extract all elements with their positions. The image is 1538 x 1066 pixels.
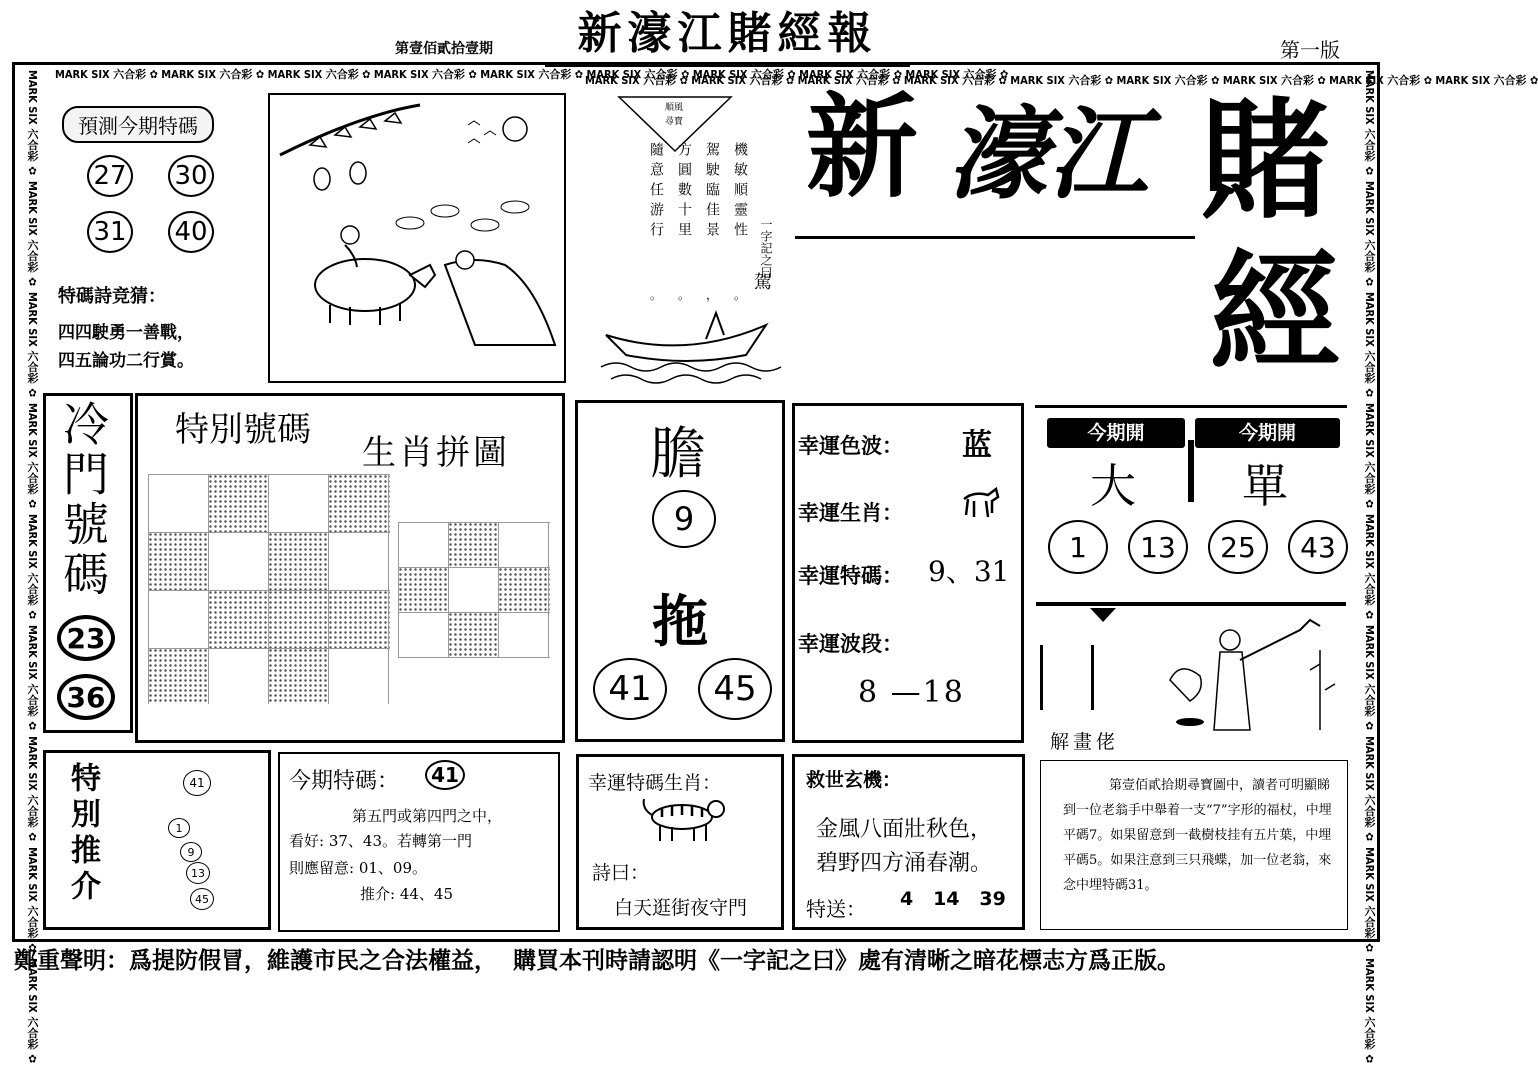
tuo-ball: 41 [593, 658, 667, 720]
forecast-ball: 30 [168, 155, 214, 197]
open-ball: 1 [1048, 520, 1108, 574]
dan-char: 膽 [650, 422, 706, 487]
edition-label: 第一版 [1280, 38, 1340, 62]
puzzle-grid-right [398, 522, 550, 658]
open-tag-2: 今期開 [1195, 418, 1340, 448]
open-ball: 43 [1288, 520, 1348, 574]
open-value-2: 單 [1242, 459, 1288, 513]
puzzle-tile [268, 648, 328, 704]
puzzle-tile [398, 567, 448, 612]
old-man-drawing [1150, 610, 1345, 740]
lucky-color-value: 蓝 [962, 428, 992, 463]
boat-drawing [596, 305, 776, 385]
poem-mark: 。 [678, 288, 691, 302]
cold-ball: 23 [57, 615, 115, 661]
oracle-send-numbers: 4 14 39 [900, 888, 1006, 910]
issue-number: 第壹佰貳拾壹期 [395, 41, 493, 57]
solve-label: 解畫佬 [1050, 731, 1120, 753]
puzzle-tile [448, 612, 498, 658]
open-value-1: 大 [1090, 459, 1136, 513]
solve-pointer-icon [1088, 606, 1118, 624]
tiger-icon [640, 795, 730, 845]
horse-icon [958, 485, 1002, 521]
zodiac-title: 幸運特碼生肖： [588, 772, 722, 794]
poem-mark: ， [706, 288, 719, 302]
recommend-ball: 1 [168, 818, 190, 838]
poem-line-1: 四四駛勇一善戰， [58, 323, 194, 343]
signature-answer: 駕 [754, 272, 772, 293]
poem-column: 機敏順靈性 [732, 142, 748, 242]
puzzle-title: 特別號碼 [175, 410, 311, 450]
top-mark-strip-right: MARK SIX 六合彩 ✿ MARK SIX 六合彩 ✿ MARK SIX 六合彩 ✿ MARK SIX 六合彩 ✿ MARK SIX 六合彩 ✿ MARK SIX 六合彩 ✿ MARK SIX 六合彩 ✿ MARK SIX 六合彩 ✿ MARK SIX 六合彩 ✿ [585, 74, 1538, 87]
masthead-title: 新濠江賭經報 [545, 4, 910, 67]
open-ball: 13 [1128, 520, 1188, 574]
forecast-ball: 31 [87, 211, 133, 253]
oracle-line-2: 碧野四方涌春潮。 [816, 851, 993, 876]
flag-line-1: 順風 [665, 103, 684, 113]
puzzle-tile [448, 522, 498, 567]
footer-notice: 鄭重聲明：爲提防假冒，維護市民之合法權益， 購買本刊時請認明《一字記之曰》處有清晰之暗花標志方爲正版。 [14, 947, 1181, 974]
zodiac-poem-label: 詩曰： [592, 862, 650, 884]
tuo-ball: 45 [698, 658, 772, 720]
big-title-jing: 經 [1210, 236, 1341, 389]
recommend-ball: 9 [180, 842, 202, 862]
puzzle-tile [328, 474, 390, 532]
poem-heading: 特碼詩竞猜： [58, 286, 166, 307]
poem-mark: 。 [734, 288, 747, 302]
poem-column: 駕駛臨佳景 [704, 142, 720, 242]
zodiac-poem: 白天逛街夜守門 [614, 897, 748, 919]
cold-ball: 36 [57, 674, 115, 720]
illustration-monkey-pig [268, 93, 566, 383]
lucky-zodiac-label: 幸運生肖： [798, 500, 903, 525]
lucky-color-label: 幸運色波： [798, 433, 903, 458]
recommend-ball: 41 [183, 770, 211, 796]
forecast-ball: 40 [168, 211, 214, 253]
special-line-1: 第五門或第四門之中， [352, 807, 503, 825]
puzzle-tile [498, 567, 550, 612]
puzzle-grid-left [148, 474, 390, 704]
recommend-ball: 45 [190, 888, 214, 910]
open-tag-1: 今期開 [1047, 418, 1185, 448]
solve-top-rule [1036, 602, 1346, 606]
cold-numbers-title: 冷門號碼 [56, 400, 110, 600]
oracle-line-1: 金風八面壯秋色， [816, 817, 993, 842]
special-line-3: 則應留意: 01、09。 [289, 859, 427, 877]
title-underline [795, 236, 1195, 239]
left-mark-strip: MARK SIX 六合彩 ✿ MARK SIX 六合彩 ✿ MARK SIX 六合彩 ✿ MARK SIX 六合彩 ✿ MARK SIX 六合彩 ✿ MARK SIX 六合彩 ✿ MARK SIX 六合彩 ✿ MARK SIX 六合彩 ✿ MARK SIX 六合彩 ✿ [26, 70, 39, 1066]
recommend-title: 特別推介 [65, 762, 100, 906]
dan-ball: 9 [652, 490, 716, 548]
open-divider [1188, 440, 1194, 502]
poem-column: 隨意任游行 [648, 142, 664, 242]
forecast-heading: 預測今期特碼 [62, 106, 214, 143]
puzzle-tile [148, 648, 208, 704]
right-mark-strip: MARK SIX 六合彩 ✿ MARK SIX 六合彩 ✿ MARK SIX 六合彩 ✿ MARK SIX 六合彩 ✿ MARK SIX 六合彩 ✿ MARK SIX 六合彩 ✿ MARK SIX 六合彩 ✿ MARK SIX 六合彩 ✿ MARK SIX 六合彩 ✿ [1363, 70, 1376, 1066]
lucky-code-value: 9、31 [928, 555, 1010, 588]
top-mark-strip-left: MARK SIX 六合彩 ✿ MARK SIX 六合彩 ✿ MARK SIX 六合彩 ✿ MARK SIX 六合彩 ✿ MARK SIX 六合彩 ✿ MARK SIX 六合彩 ✿ MARK SIX 六合彩 ✿ MARK SIX 六合彩 ✿ MARK SIX 六合彩 ✿ [55, 68, 1009, 81]
special-code-ball: 41 [425, 760, 465, 790]
forecast-ball: 27 [87, 155, 133, 197]
oracle-send-label: 特送： [806, 897, 866, 921]
tuo-char: 拖 [652, 589, 708, 655]
special-code-label: 今期特碼： [289, 769, 400, 794]
recommend-ball: 13 [186, 862, 210, 884]
big-title-xin: 新 [806, 82, 918, 213]
special-line-2: 看好: 37、43。若轉第一門 [289, 832, 472, 850]
puzzle-tile [208, 590, 328, 648]
big-title-du: 賭 [1200, 84, 1331, 237]
puzzle-subtitle: 生肖拼圖 [362, 433, 510, 473]
signature-text: 一字記之曰 [759, 218, 773, 278]
solve-bracket [1040, 645, 1094, 710]
flag-line-2: 尋寶 [665, 117, 684, 127]
puzzle-tile [268, 532, 328, 590]
poem-column: 方圓數十里 [676, 142, 692, 242]
solve-text: 第壹佰貳拾期尋寶圖中，讀者可明顯睇到一位老翁手中舉着一支“7”字形的福杖，中埋平碼7。如果留意到一截樹枝挂有五片葉，中埋平碼5。如果注意到三只飛蝶，加一位老翁，來念中埋特碼31。 [1063, 778, 1332, 893]
solve-text-box [1040, 760, 1348, 930]
oracle-title: 救世玄機： [806, 769, 902, 791]
lucky-range-value: 8 —18 [858, 675, 965, 710]
puzzle-tile [328, 590, 390, 648]
big-title-haojiang: 濠江 [948, 95, 1148, 213]
poem-line-2: 四五論功二行賞。 [58, 351, 194, 371]
puzzle-tile [148, 532, 208, 590]
puzzle-tile [208, 474, 268, 532]
open-ball: 25 [1208, 520, 1268, 574]
poem-mark: 。 [650, 288, 663, 302]
monkey-pig-drawing [270, 95, 564, 381]
special-line-4: 推介: 44、45 [360, 885, 453, 903]
lucky-code-label: 幸運特碼： [798, 563, 903, 588]
open-top-rule [1035, 405, 1347, 408]
lucky-range-label: 幸運波段： [798, 631, 903, 656]
